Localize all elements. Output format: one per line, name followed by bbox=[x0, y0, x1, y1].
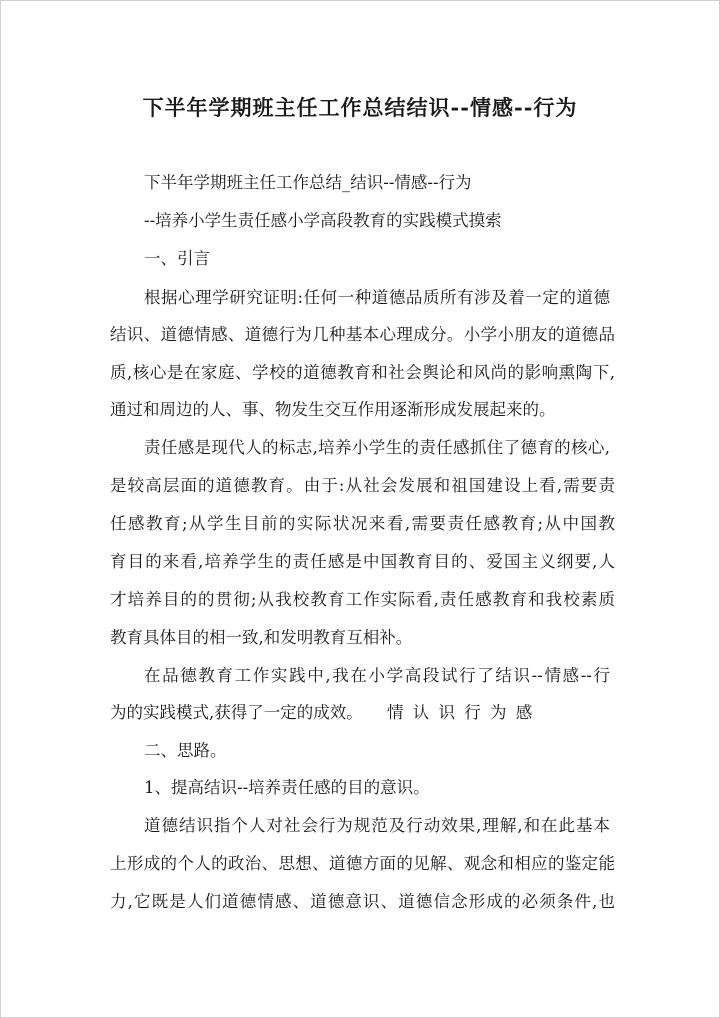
subsection-heading: 1、提高结识--培养责任感的目的意识。 bbox=[144, 778, 430, 797]
paragraph-line: 教育具体目的相一致,和发明教育互相补。 bbox=[110, 628, 413, 647]
paragraph-line: 为的实践模式,获得了一定的成效。 bbox=[110, 703, 363, 722]
paragraph-line: 在品德教育工作实践中,我在小学高段试行了结识--情感--行 bbox=[144, 666, 610, 685]
diagram-labels: 情 认 识 行 为 感 bbox=[387, 703, 535, 722]
document-title: 下半年学期班主任工作总结结识--情感--行为 bbox=[142, 95, 578, 120]
paragraph-line: 力,它既是人们道德情感、道德意识、道德信念形成的必须条件,也 bbox=[110, 892, 615, 911]
paragraph-line: 结识、道德情感、道德行为几种基本心理成分。小学小朋友的道德品 bbox=[110, 325, 615, 344]
paragraph-line: 上形成的个人的政治、思想、道德方面的见解、观念和相应的鉴定能 bbox=[110, 854, 615, 873]
paragraph-line: 是较高层面的道德教育。由于:从社会发展和祖国建设上看,需要责 bbox=[110, 476, 615, 495]
subtitle-line: --培养小学生责任感小学高段教育的实践模式摸索 bbox=[144, 211, 502, 230]
paragraph-line: 根据心理学研究证明:任何一种道德品质所有涉及着一定的道德 bbox=[144, 288, 610, 307]
section-heading: 二、思路。 bbox=[144, 741, 227, 760]
paragraph-line: 责任感是现代人的标志,培养小学生的责任感抓住了德育的核心, bbox=[144, 438, 610, 457]
paragraph-line: 才培养目的的贯彻;从我校教育工作实际看,责任感教育和我校素质 bbox=[110, 590, 615, 609]
paragraph-line: 通过和周边的人、事、物发生交互作用逐渐形成发展起来的。 bbox=[110, 400, 556, 419]
subtitle-line: 下半年学期班主任工作总结_结识--情感--行为 bbox=[144, 173, 472, 192]
paragraph-line: 育目的来看,培养学生的责任感是中国教育目的、爱国主义纲要,人 bbox=[110, 552, 615, 571]
paragraph-line: 任感教育;从学生目前的实际状况来看,需要责任感教育;从中国教 bbox=[110, 514, 615, 533]
paragraph-line: 质,核心是在家庭、学校的道德教育和社会舆论和风尚的影响熏陶下, bbox=[110, 363, 615, 382]
section-heading: 一、引言 bbox=[144, 249, 210, 268]
paragraph-line: 道德结识指个人对社会行为规范及行动效果,理解,和在此基本 bbox=[144, 816, 610, 835]
